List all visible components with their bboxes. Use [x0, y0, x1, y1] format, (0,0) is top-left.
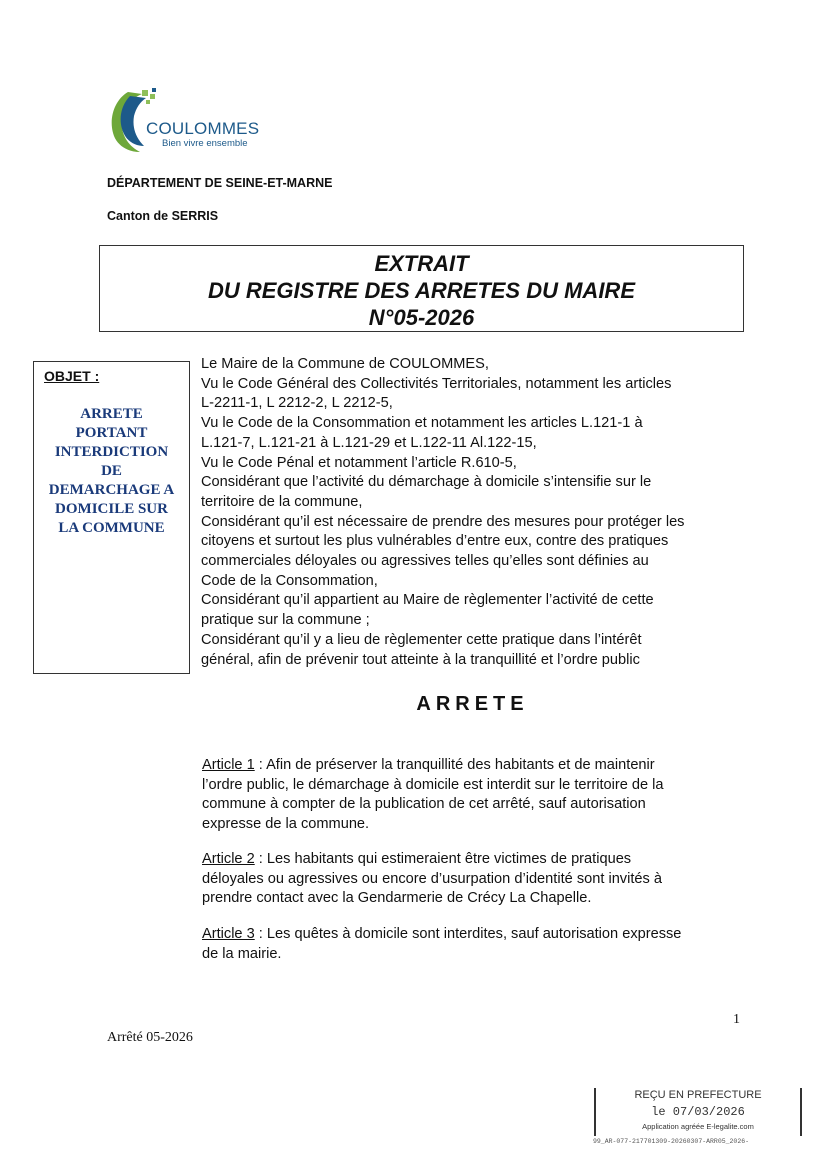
title-line-registre: DU REGISTRE DES ARRETES DU MAIRE — [207, 278, 635, 303]
objet-line: DE — [101, 463, 122, 479]
considerant-line: Le Maire de la Commune de COULOMMES, — [201, 356, 489, 372]
considerants-block — [201, 355, 746, 670]
considerant-line: commerciales déloyales ou agressives telles qu’elles sont définies au — [201, 553, 649, 570]
considerant-line: Considérant qu’il y a lieu de règlementer cette pratique dans l’intérêt — [201, 631, 642, 648]
considerant-line: Code de la Consommation, — [201, 572, 378, 589]
article-label: Article 1 — [202, 757, 255, 773]
article-text: : Afin de préserver la tranquillité des habitants et de maintenir — [254, 757, 655, 773]
considerant-line: Considérant que l’activité du démarchage à domicile s’intensifie sur le — [201, 474, 652, 491]
article-line: expresse de la commune. — [202, 815, 370, 832]
considerant-line: Vu le Code Général des Collectivités Territoriales, notamment les articles — [201, 375, 672, 392]
objet-line: DEMARCHAGE A — [48, 482, 175, 498]
canton-heading: Canton de SERRIS — [107, 209, 219, 223]
article-line: déloyales ou agressives ou encore d’usurpation d’identité sont invités à — [202, 870, 662, 887]
prefecture-stamp — [594, 1088, 802, 1136]
title-box — [99, 245, 744, 332]
considerant-line: Vu le Code Pénal et notamment l’article R.610-5, — [201, 454, 517, 471]
considerant-line: citoyens et surtout les plus vulnérables d’entre eux, contre des pratiques — [201, 533, 669, 550]
article-text: : Les habitants qui estimeraient être victimes de pratiques — [254, 851, 632, 867]
title-line-number: N°05-2026 — [368, 305, 475, 330]
article-label: Article 3 — [202, 926, 255, 942]
logo-name: COULOMMES — [146, 119, 260, 138]
article-line: prendre contact avec la Gendarmerie de Crécy La Chapelle. — [202, 890, 592, 906]
stamp-title: REÇU EN PREFECTURE — [634, 1089, 762, 1101]
objet-line: ARRETE — [80, 406, 143, 422]
objet-line: INTERDICTION — [54, 444, 169, 460]
department-heading: DÉPARTEMENT DE SEINE-ET-MARNE — [107, 176, 333, 190]
stamp-reference: 99_AR-077-217701309-20260307-ARR05_2026- — [593, 1138, 750, 1145]
objet-text — [34, 405, 189, 538]
title-line-extrait: EXTRAIT — [374, 251, 469, 276]
objet-line: LA COMMUNE — [58, 520, 165, 536]
page-number: 1 — [733, 1012, 740, 1027]
logo-tagline: Bien vivre ensemble — [162, 138, 248, 149]
article-line: de la mairie. — [202, 945, 282, 962]
considerant-line: Considérant qu’il est nécessaire de prendre des mesures pour protéger les — [201, 513, 685, 530]
stamp-date: le 07/03/2026 — [651, 1105, 745, 1119]
coulommes-logo — [106, 86, 276, 158]
article-label: Article 2 — [202, 851, 255, 867]
considerant-line: territoire de la commune, — [201, 493, 363, 510]
arrete-heading: ARRETE — [416, 693, 529, 715]
considerant-line: Considérant qu’il appartient au Maire de règlementer l’activité de cette — [201, 592, 654, 609]
considerant-line: Vu le Code de la Consommation et notamment les articles L.121-1 à — [201, 415, 643, 432]
considerant-line: L-2211-1, L 2212-2, L 2212-5, — [201, 395, 393, 412]
article-2 — [202, 850, 747, 909]
objet-line: DOMICILE SUR — [55, 501, 168, 517]
footer-reference: Arrêté 05-2026 — [107, 1030, 193, 1045]
article-text: : Les quêtes à domicile sont interdites, sauf autorisation expresse — [254, 926, 682, 942]
article-line: commune à compter de la publication de cet arrêté, sauf autorisation — [202, 796, 646, 812]
considerant-line: pratique sur la commune ; — [201, 612, 370, 629]
article-line: l’ordre public, le démarchage à domicile est interdit sur le territoire de la — [202, 776, 664, 793]
article-3 — [202, 925, 747, 964]
stamp-application: Application agréée E-legalite.com — [642, 1122, 754, 1131]
objet-line: PORTANT — [75, 425, 148, 441]
considerant-line: général, afin de prévenir tout atteinte à la tranquillité et l’ordre public — [201, 651, 640, 668]
objet-label: OBJET : — [44, 368, 100, 384]
considerant-line: L.121-7, L.121-21 à L.121-29 et L.122-11 Al.122-15, — [201, 434, 537, 451]
article-1 — [202, 756, 747, 834]
objet-box — [33, 361, 190, 674]
